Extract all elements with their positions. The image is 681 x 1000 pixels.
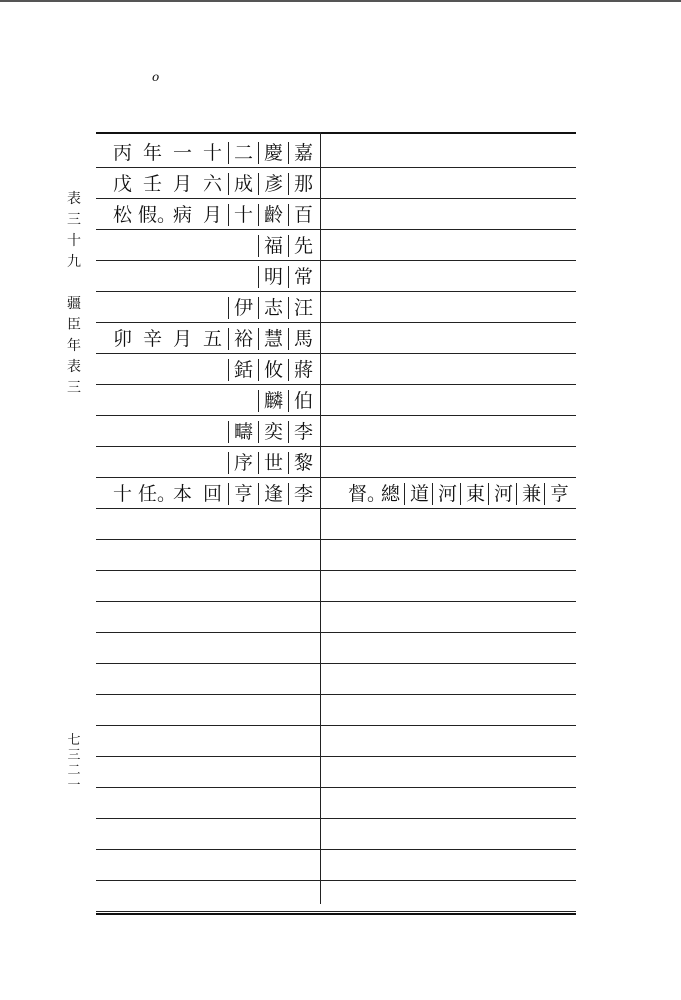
side-title-char: 三 (67, 212, 81, 228)
note-char: 十 (202, 142, 222, 164)
office-char: 道 (404, 483, 434, 505)
name-char: 汪 (288, 297, 318, 319)
page-number-char: 七 (67, 733, 81, 748)
note-char: 一 (172, 142, 192, 164)
name-char: 黎 (288, 452, 318, 474)
name-char: 麟 (258, 390, 288, 412)
note-char: 月 (202, 204, 222, 226)
name-char: 十 (228, 204, 258, 226)
office-char: 河 (488, 483, 518, 505)
side-title-char: 年 (67, 338, 81, 354)
row-rule (96, 632, 576, 633)
table-row (96, 385, 576, 417)
table-row (96, 447, 576, 479)
name-char: 亨 (228, 483, 258, 505)
side-title-char: 三 (67, 380, 81, 396)
side-title-char: 疆 (67, 296, 81, 312)
name-char: 伯 (288, 390, 318, 412)
office-char: 東 (460, 483, 490, 505)
name-char: 明 (258, 266, 288, 288)
office-char: 兼 (516, 483, 546, 505)
side-page-number (62, 733, 86, 793)
side-title-char: 九 (67, 254, 81, 270)
page-number-char: 三 (67, 748, 81, 763)
note-char: 病 (172, 204, 192, 226)
row-rule (96, 570, 576, 571)
name-char: 逢 (258, 483, 288, 505)
note-char: 五 (202, 328, 222, 350)
row-rule (96, 601, 576, 602)
name-char: 序 (228, 452, 258, 474)
name-char: 裕 (228, 328, 258, 350)
row-rule (96, 694, 576, 695)
table-row (96, 261, 576, 293)
name-char: 成 (228, 173, 258, 195)
name-char: 蔣 (288, 359, 318, 381)
name-char: 慧 (258, 328, 288, 350)
note-char: 十 (112, 483, 132, 505)
side-title-char (62, 273, 86, 294)
row-rule (96, 818, 576, 819)
row-rule (96, 849, 576, 850)
row-rule (96, 787, 576, 788)
side-title-char: 表 (67, 191, 81, 207)
office-char: 督。 (348, 483, 387, 505)
note-char: 年 (142, 142, 162, 164)
table-row (96, 478, 576, 510)
table-bottom-rule (96, 913, 576, 915)
name-char: 伊 (228, 297, 258, 319)
table-row (96, 416, 576, 448)
note-char: 壬 (142, 173, 162, 195)
table-row (96, 137, 576, 169)
note-char: 任。 (138, 483, 177, 505)
note-char: 松 (112, 204, 132, 226)
name-char: 李 (288, 483, 318, 505)
note-char: 卯 (112, 328, 132, 350)
row-rule (96, 756, 576, 757)
name-char: 先 (288, 235, 318, 257)
name-char: 常 (288, 266, 318, 288)
row-rule (96, 725, 576, 726)
name-char: 志 (258, 297, 288, 319)
side-title (62, 189, 86, 399)
table-row (96, 199, 576, 231)
name-char: 齡 (258, 204, 288, 226)
table-row (96, 168, 576, 200)
name-char: 李 (288, 421, 318, 443)
office-char: 河 (432, 483, 462, 505)
name-char: 百 (288, 204, 318, 226)
note-char: 假。 (138, 204, 177, 226)
note-char: 戊 (112, 173, 132, 195)
table-top-rule (96, 132, 576, 134)
name-char: 福 (258, 235, 288, 257)
note-char: 本 (172, 483, 192, 505)
name-char: 那 (288, 173, 318, 195)
name-char: 嘉 (288, 142, 318, 164)
note-char: 六 (202, 173, 222, 195)
name-char: 疇 (228, 421, 258, 443)
name-char: 世 (258, 452, 288, 474)
note-char: 辛 (142, 328, 162, 350)
page-mark: o (152, 70, 160, 84)
note-char: 月 (172, 328, 192, 350)
note-char: 月 (172, 173, 192, 195)
side-title-char: 十 (67, 233, 81, 249)
table-row (96, 292, 576, 324)
office-char: 總 (380, 483, 400, 505)
side-title-char: 臣 (67, 317, 81, 333)
side-title-char: 表 (67, 359, 81, 375)
name-char: 二 (228, 142, 258, 164)
row-rule (96, 911, 576, 912)
table-row (96, 230, 576, 262)
row-rule (96, 539, 576, 540)
name-char: 彥 (258, 173, 288, 195)
page-number-char: 二 (67, 763, 81, 778)
name-char: 攸 (258, 359, 288, 381)
row-rule (96, 880, 576, 881)
name-char: 銛 (228, 359, 258, 381)
note-char: 回 (202, 483, 222, 505)
page-top-edge (0, 0, 681, 2)
row-rule (96, 663, 576, 664)
name-char: 馬 (288, 328, 318, 350)
official-table (96, 132, 576, 916)
name-char: 奕 (258, 421, 288, 443)
table-row (96, 323, 576, 355)
table-row (96, 354, 576, 386)
name-char: 慶 (258, 142, 288, 164)
page-number-char: 一 (67, 778, 81, 793)
note-char: 丙 (112, 142, 132, 164)
office-char: 亨 (544, 483, 574, 505)
